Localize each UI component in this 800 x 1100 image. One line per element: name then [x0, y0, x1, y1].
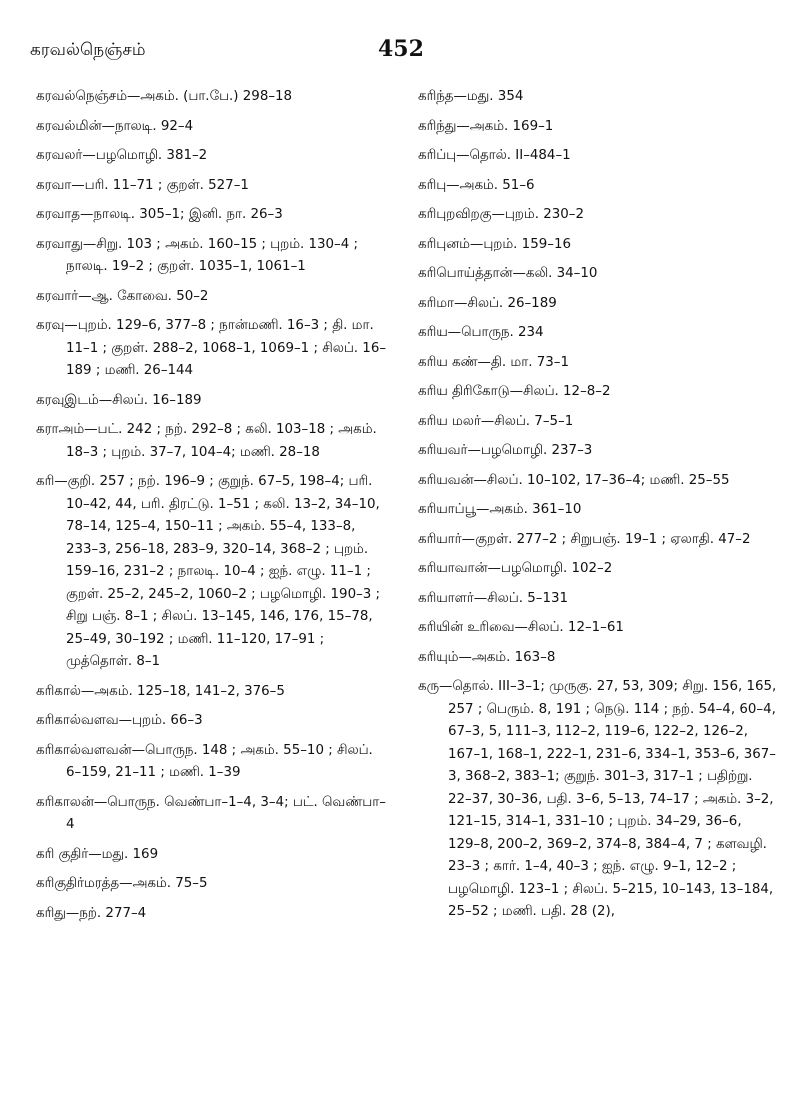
index-entry: கரியவன்—சிலப். 10–102, 17–36–4; மணி. 25–55: [418, 472, 730, 488]
index-entry: கரவல்மின்—நாலடி. 92–4: [36, 118, 194, 134]
index-entry: கரி குதிர்—மது. 169: [36, 846, 159, 862]
index-entry: கரவலர்—பழமொழி. 381–2: [36, 148, 208, 163]
index-entry: கரிமா—சிலப். 26–189: [418, 295, 557, 311]
index-entry: கரிகால்வளவன்—பொருந. 148 ; அகம். 55–10 ; சிலப். 6–159, 21–11 ; மணி. 1–39: [36, 742, 373, 780]
index-entry: கரிகால்வளவ—புறம். 66–3: [36, 713, 203, 728]
index-entry: கரிய திரிகோடு—சிலப். 12–8–2: [418, 384, 611, 399]
index-entry: கரிபுறவிறகு—புறம். 230–2: [418, 207, 584, 222]
index-entry: கரிய கண்—தி. மா. 73–1: [418, 354, 569, 370]
index-entry: கரவாது—சிறு. 103 ; அகம். 160–15 ; புறம். 130–4 ; நாலடி. 19–2 ; குறள். 1035–1, 1061–1: [36, 236, 359, 274]
page-number: 452: [378, 36, 424, 62]
index-entry: கரிபுனம்—புறம். 159–16: [418, 236, 571, 252]
index-entry: கராஅம்—பட். 242 ; நற். 292–8 ; கலி. 103–18 ; அகம். 18–3 ; புறம். 37–7, 104–4; மணி. 28–18: [36, 422, 377, 460]
right-column: [418, 86, 778, 931]
index-entry: கரிய—பொருந. 234: [418, 325, 544, 340]
index-entry: கரிபொய்த்தான்—கலி. 34–10: [418, 266, 598, 281]
index-entry: கரவா—பரி. 11–71 ; குறள். 527–1: [36, 177, 249, 193]
index-entry: கரியவர்—பழமொழி. 237–3: [418, 443, 593, 458]
index-entry: கரிகுதிர்மரத்த—அகம். 75–5: [36, 876, 208, 891]
index-entry: கரிப்பு—தொல். II–484–1: [418, 148, 571, 163]
index-entry: கரிகால்—அகம். 125–18, 141–2, 376–5: [36, 683, 285, 699]
index-entry: கரியாவான்—பழமொழி. 102–2: [418, 561, 613, 576]
index-entry: கரியாளர்—சிலப். 5–131: [418, 590, 569, 606]
index-entry: கரு—தொல். III–3–1; முருகு. 27, 53, 309; சிறு. 156, 165, 257 ; பெரும். 8, 191 ; நெடு. 114 ; நற். 54–4, 60–4, 67–3, 5, 111–3, 112–2, 119–6, 122–2, 126–2, 167–1, 168–1, 222–1, 231–6, 334–1, 353–6, 367–3, 368–2, 383–1; குறுந். 301–3, 317–1 ; பதிற்று. 22–37, 30–36, பதி. 3–6, 5–13, 74–17 ; அகம். 3–2, 121–15, 314–1, 331–10 ; புறம். 34–29, 36–6, 129–8, 200–2, 369–2, 374–8, 384–4, 7 ; களவழி. 23–3 ; கார். 1–4, 40–3 ; ஐந். எழு. 9–1, 12–2 ; பழமொழி. 123–1 ; சிலப். 5–215, 10–143, 13–184, 25–52 ; மணி. பதி. 28 (2),: [418, 679, 777, 919]
index-entry: கரிந்து—அகம். 169–1: [418, 118, 554, 134]
index-entry: கரியும்—அகம். 163–8: [418, 649, 556, 665]
index-entry: கரவல்நெஞ்சம்—அகம். (பா.பே.) 298–18: [36, 89, 293, 104]
index-entry: கரி—குறி. 257 ; நற். 196–9 ; குறுந். 67–5, 198–4; பரி. 10–42, 44, பரி. திரட்டு. 1–51 ; கலி. 13–2, 34–10, 78–14, 125–4, 150–11 ; அகம். 55–4, 133–8, 233–3, 256–18, 283–9, 320–14, 368–2 ; புறம். 159–16, 231–2 ; நாலடி. 10–4 ; ஐந். எழு. 11–1 ; குறள். 25–2, 245–2, 1060–2 ; பழமொழி. 190–3 ; சிறு பஞ். 8–1 ; சிலப். 13–145, 146, 176, 15–78, 25–49, 30–192 ; மணி. 11–120, 17–91 ; முத்தொள். 8–1: [36, 474, 381, 669]
running-head: கரவல்நெஞ்சம்: [30, 40, 146, 60]
index-entry: கரிபு—அகம். 51–6: [418, 177, 535, 193]
index-entry: கரிந்த—மது. 354: [418, 89, 524, 104]
index-entry: கரவாத—நாலடி. 305–1; இனி. நா. 26–3: [36, 207, 283, 222]
index-entry: கரவார்—ஆ. கோவை. 50–2: [36, 288, 209, 304]
index-entry: கரியார்—குறள். 277–2 ; சிறுபஞ். 19–1 ; ஏலாதி. 47–2: [418, 531, 751, 547]
left-column: [36, 86, 388, 932]
index-entry: கரியின் உரிவை—சிலப். 12–1–61: [418, 620, 624, 635]
index-entry: கரிய மலர்—சிலப். 7–5–1: [418, 413, 574, 429]
index-entry: கரிகாலன்—பொருந. வெண்பா–1–4, 3–4; பட். வெண்பா–4: [36, 794, 386, 832]
index-entry: கரவு—புறம். 129–6, 377–8 ; நான்மணி. 16–3 ; தி. மா. 11–1 ; குறள். 288–2, 1068–1, 1069–1 ; சிலப். 16–189 ; மணி. 26–144: [36, 318, 387, 378]
index-entry: கரிது—நற். 277–4: [36, 905, 147, 921]
index-entry: கரியாப்பூ—அகம். 361–10: [418, 502, 582, 517]
index-entry: கரவுஇடம்—சிலப். 16–189: [36, 392, 202, 408]
